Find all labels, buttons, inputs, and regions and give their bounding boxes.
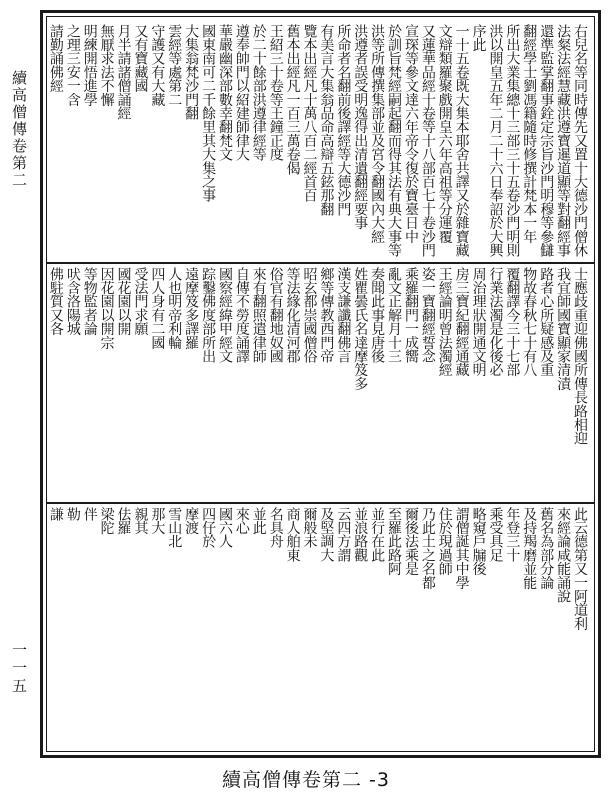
text-column: 人也明帝利輪 <box>166 267 183 350</box>
text-column: 並行在此 <box>369 507 386 562</box>
text-column: 又有寶藏國 <box>132 24 149 93</box>
text-block-frame <box>40 10 601 758</box>
text-column: 四仔於 <box>200 507 217 549</box>
text-column: 乘受具足 <box>487 507 504 562</box>
text-column: 漢支謙讖翻佛言 <box>335 267 352 363</box>
text-column: 一十五卷既大集本耶舍共譯又於雜寶藏 <box>453 24 470 257</box>
register-middle <box>47 262 594 498</box>
text-column: 大集翁梵沙門翻 <box>183 24 200 120</box>
text-column: 右兒名等同時傳先又置十大德沙門僧休 <box>572 24 588 257</box>
text-column: 所出大業集總十三部三十五卷沙門明則 <box>504 24 521 257</box>
register-lower <box>47 502 594 752</box>
text-column: 雪山北 <box>166 507 183 549</box>
text-column: 梁陀 <box>98 507 115 535</box>
text-column: 舊本出經凡一百三萬卷偈 <box>284 24 301 175</box>
text-column: 略窺戶牖後 <box>470 507 487 576</box>
text-column: 王紹三十卷等王鐘正度 <box>267 24 284 162</box>
text-column: 舊名為部分論 <box>538 507 555 590</box>
text-column: 周治理狀開通文明 <box>470 267 487 377</box>
text-column: 遵奉帥門以紹建師律大 <box>233 24 250 162</box>
text-column: 此云德第又一阿道利 <box>572 507 588 631</box>
text-column: 於二十餘部洪遵律經等 <box>250 24 267 162</box>
text-column: 路者心所疑感及重 <box>538 267 555 377</box>
text-column: 自傳不勞度誦譯 <box>233 267 250 363</box>
text-column: 乘羅翻門一成嚮 <box>402 267 419 363</box>
text-column: 等物監者論 <box>81 267 98 336</box>
text-column: 文辯類羅聚戲開皇六年高祖等分運覆 <box>436 24 453 244</box>
text-column: 房三寶紀翻經通藏 <box>453 267 470 377</box>
text-column: 爾後法乘是 <box>402 507 419 576</box>
text-column: 洪等所傳撰集部並及宮令翻國內大經 <box>369 24 386 244</box>
text-column: 爾般未 <box>301 507 318 549</box>
text-column: 行業法濁是化後必 <box>487 267 504 377</box>
text-column: 吠含洛陽城 <box>64 267 81 336</box>
text-column: 華嚴幽深部數幸翻梵文 <box>216 24 233 162</box>
text-column: 之理三安一含 <box>64 24 81 107</box>
text-column: 親其 <box>132 507 149 535</box>
text-column: 明練開悟進學 <box>81 24 98 107</box>
text-column: 商人舶東 <box>284 507 301 562</box>
text-column: 那大 <box>149 507 166 535</box>
text-column: 國六人 <box>216 507 233 549</box>
text-column: 來經論咸能誦說 <box>555 507 572 603</box>
text-column: 四人身有二國 <box>149 267 166 350</box>
text-column: 覆翻譯今三十七部 <box>504 267 521 377</box>
text-column: 至羅此路阿 <box>386 507 403 576</box>
text-block-inner-border <box>46 16 595 752</box>
text-column: 月半請諸僧誦經 <box>115 24 132 120</box>
text-column: 無厭求法不懈 <box>98 24 115 107</box>
text-column: 勒 <box>64 507 81 521</box>
text-column: 洪以開皇五年二月二十六日奉詔於大興 <box>487 24 504 257</box>
page-sidebar <box>0 0 38 760</box>
text-column: 謂僧誕其中學 <box>453 507 470 590</box>
text-column: 摩渡 <box>183 507 200 535</box>
text-column: 奏聞此事見唐後 <box>369 267 386 363</box>
text-column: 昭玄都崇國僧俗 <box>301 267 318 363</box>
text-column: 又蓮華品經十卷等十八部百七十卷沙門 <box>419 24 436 257</box>
text-column: 覽本出經凡十萬八百二經首百 <box>301 24 318 203</box>
text-column: 佛駐質又各 <box>47 267 64 336</box>
text-column: 俗官有翻地奴國 <box>267 267 284 363</box>
text-column: 法粲法經慧藏洪遵寶暹道顯等對翻經事 <box>555 24 572 257</box>
text-column: 還準監掌翻事銓定宗旨沙門明穆等參讎 <box>538 24 555 257</box>
text-column: 謙 <box>47 507 64 521</box>
text-column: 並浪路觀 <box>352 507 369 562</box>
text-column: 及堅調大 <box>318 507 335 562</box>
text-column: 守護又有大藏 <box>149 24 166 107</box>
text-column: 於訓旨梵經嗣起翻而得其法有典大事等 <box>386 24 403 257</box>
text-column: 來心 <box>233 507 250 535</box>
text-column: 伴 <box>81 507 98 521</box>
text-column: 因花園以開宗 <box>98 267 115 350</box>
text-column: 所命者名翻前後譯經等大德沙門 <box>335 24 352 216</box>
text-column: 佉羅 <box>115 507 132 535</box>
text-column: 王經論明曾法濁經 <box>436 267 453 377</box>
text-column: 並此 <box>250 507 267 535</box>
text-column: 宣琛等參文達六年帝令復於寶臺日中 <box>402 24 419 244</box>
text-column: 士應歧重迎佛國所傳長路相迎 <box>572 267 588 446</box>
text-column: 年登三十 <box>504 507 521 562</box>
text-column: 序此 <box>470 24 487 52</box>
text-column: 有美言大集翁品命高辯五鉉那翻 <box>318 24 335 216</box>
text-column: 遠摩笈多譯羅 <box>183 267 200 350</box>
text-column: 等法緣化清河郡 <box>284 267 301 363</box>
text-column: 姓瞿曇氏名達摩笈多 <box>352 267 369 391</box>
register-upper <box>47 21 594 258</box>
text-column: 云四方謂 <box>335 507 352 562</box>
text-column: 踪鑿佛度部所出 <box>200 267 217 363</box>
page-caption: 續高僧傳卷第二 -3 <box>222 769 390 791</box>
text-column: 請勤誦佛經 <box>47 24 64 93</box>
text-column: 國花園以開 <box>115 267 132 336</box>
text-column: 亂文正解月十三 <box>386 267 403 363</box>
text-column: 姿一寶翻經誓念 <box>419 267 436 363</box>
text-column: 雲經等處第二 <box>166 24 183 107</box>
text-column: 物故春秋七十有八 <box>521 267 538 377</box>
text-column: 洪遵者誤受明逸得出清遺翻經要事 <box>352 24 369 230</box>
text-column: 我宜師國寶顯家清漬 <box>555 267 572 391</box>
text-column: 國東南可二千餘里其大集之事 <box>200 24 217 203</box>
text-column: 受法門求願 <box>132 267 149 336</box>
text-column: 來有翻照遣律師 <box>250 267 267 363</box>
text-column: 及持羯磨並能 <box>521 507 538 590</box>
sidebar-page-number: 一一五 <box>10 642 28 696</box>
text-column: 住於現過師 <box>436 507 453 576</box>
text-column: 國察經緯甲經文 <box>216 267 233 363</box>
text-column: 乃此土之名都 <box>419 507 436 590</box>
text-column: 鄉等傳教西門帝 <box>318 267 335 363</box>
text-column: 名具舟 <box>267 507 284 549</box>
sidebar-scroll-title: 續高僧傳卷第二 <box>10 70 28 189</box>
text-column: 翻經學士劉馮籍隨時修撰計梵本一年 <box>521 24 538 244</box>
